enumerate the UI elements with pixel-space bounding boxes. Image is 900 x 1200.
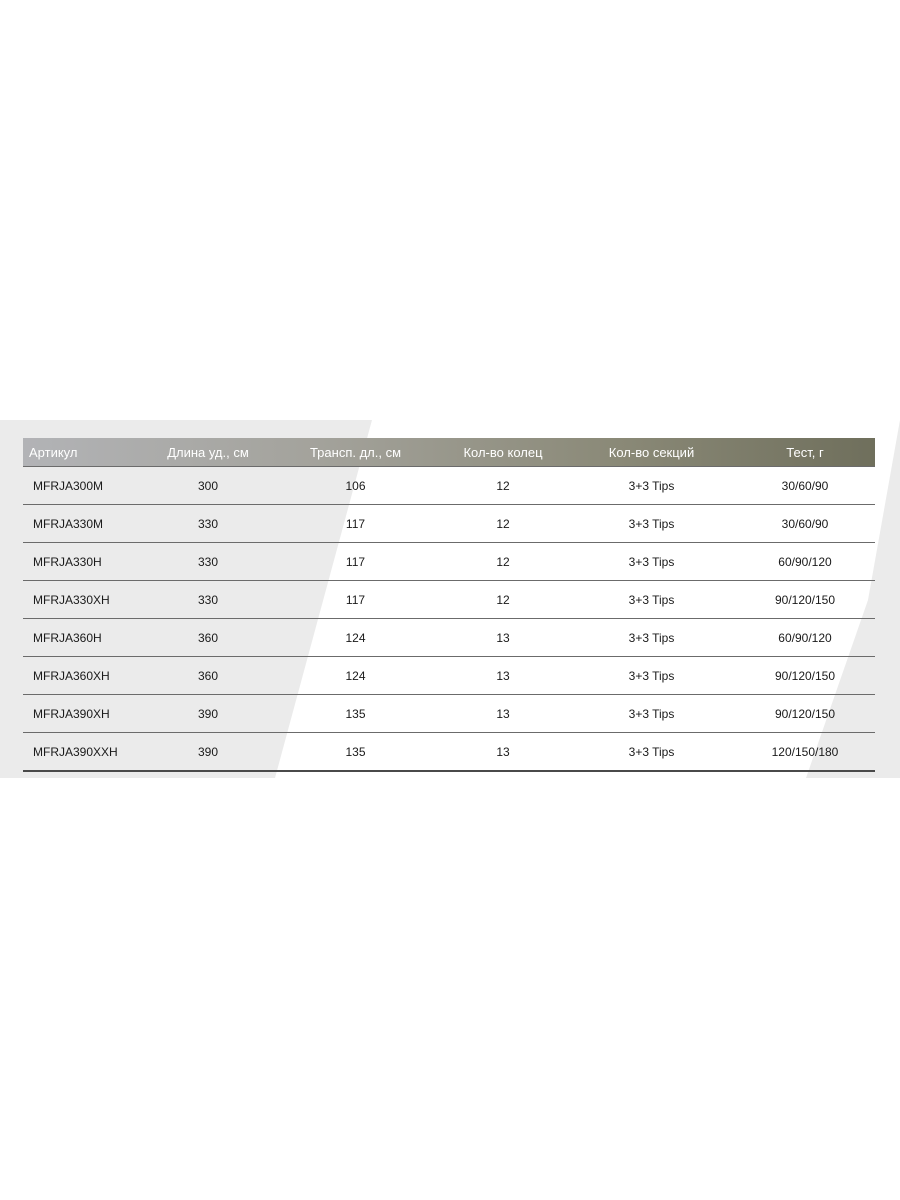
cell-test: 90/120/150 [735,657,875,695]
cell-sections: 3+3 Tips [568,619,735,657]
cell-transport-length: 117 [273,543,438,581]
table-row [23,657,875,695]
table-row [23,505,875,543]
table-row [23,543,875,581]
cell-length: 330 [143,581,273,619]
cell-test: 60/90/120 [735,543,875,581]
header-row [23,438,875,467]
header-transport-length: Трансп. дл., см [273,438,438,467]
cell-test: 120/150/180 [735,733,875,772]
cell-sections: 3+3 Tips [568,657,735,695]
header-length: Длина уд., см [143,438,273,467]
cell-article: MFRJA300M [23,467,143,505]
cell-rings: 13 [438,695,568,733]
table-row [23,733,875,772]
cell-transport-length: 117 [273,505,438,543]
cell-transport-length: 135 [273,695,438,733]
table-body [23,467,875,772]
cell-length: 330 [143,505,273,543]
cell-rings: 12 [438,505,568,543]
cell-article: MFRJA330H [23,543,143,581]
header-test: Тест, г [735,438,875,467]
cell-rings: 12 [438,543,568,581]
cell-length: 330 [143,543,273,581]
cell-length: 300 [143,467,273,505]
cell-article: MFRJA390XH [23,695,143,733]
cell-transport-length: 124 [273,619,438,657]
cell-length: 360 [143,657,273,695]
cell-article: MFRJA360H [23,619,143,657]
table-row [23,695,875,733]
cell-rings: 13 [438,657,568,695]
cell-transport-length: 117 [273,581,438,619]
cell-rings: 12 [438,467,568,505]
header-rings: Кол-во колец [438,438,568,467]
cell-length: 390 [143,695,273,733]
cell-rings: 13 [438,733,568,772]
cell-article: MFRJA390XXH [23,733,143,772]
table-header [23,438,875,467]
cell-length: 390 [143,733,273,772]
table-row [23,581,875,619]
header-sections: Кол-во секций [568,438,735,467]
cell-rings: 12 [438,581,568,619]
cell-article: MFRJA330XH [23,581,143,619]
cell-test: 30/60/90 [735,467,875,505]
cell-test: 30/60/90 [735,505,875,543]
table-row [23,467,875,505]
cell-sections: 3+3 Tips [568,543,735,581]
cell-test: 60/90/120 [735,619,875,657]
cell-sections: 3+3 Tips [568,467,735,505]
cell-sections: 3+3 Tips [568,733,735,772]
cell-sections: 3+3 Tips [568,695,735,733]
cell-sections: 3+3 Tips [568,581,735,619]
table-row [23,619,875,657]
cell-transport-length: 106 [273,467,438,505]
cell-transport-length: 135 [273,733,438,772]
cell-article: MFRJA360XH [23,657,143,695]
cell-length: 360 [143,619,273,657]
cell-test: 90/120/150 [735,695,875,733]
header-article: Артикул [23,438,143,467]
cell-test: 90/120/150 [735,581,875,619]
cell-sections: 3+3 Tips [568,505,735,543]
spec-table [23,438,875,772]
cell-rings: 13 [438,619,568,657]
cell-article: MFRJA330M [23,505,143,543]
cell-transport-length: 124 [273,657,438,695]
